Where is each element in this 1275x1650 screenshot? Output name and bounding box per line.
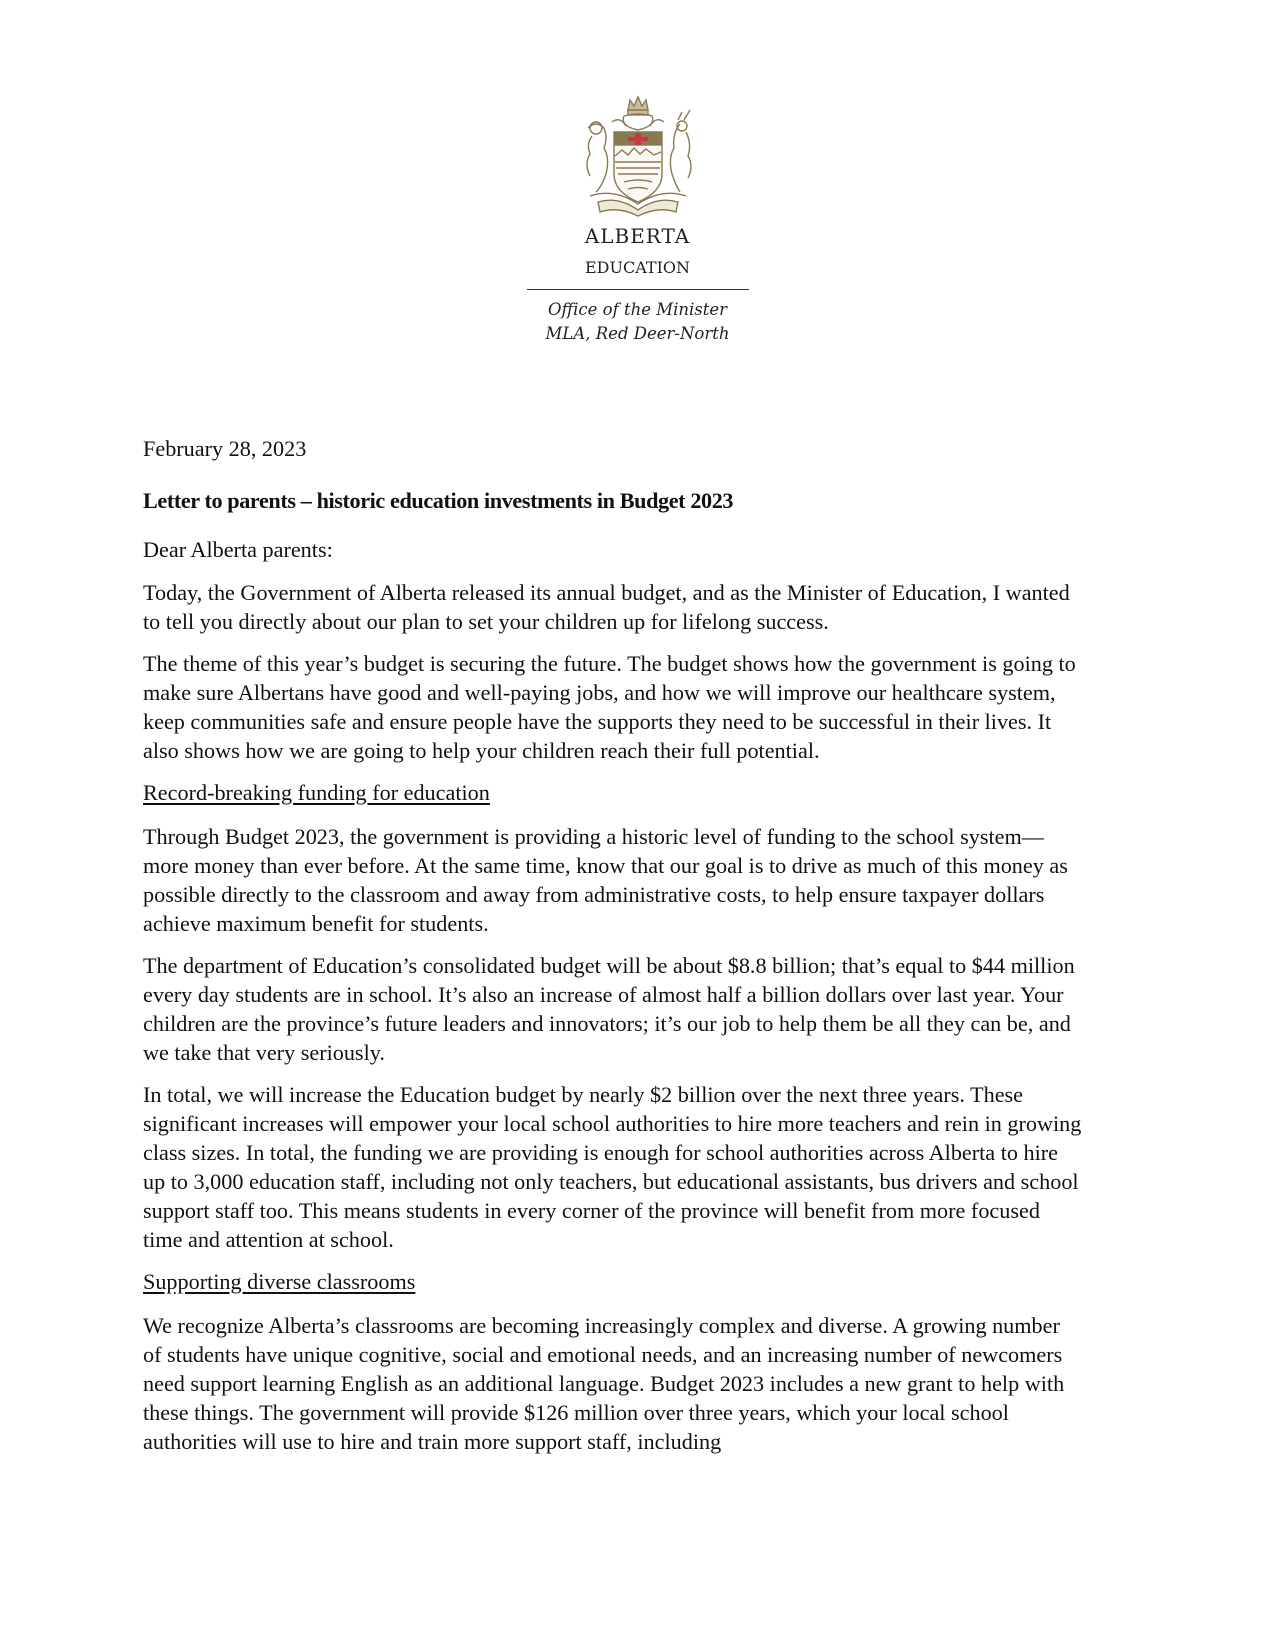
office-riding: MLA, Red Deer-North (545, 324, 730, 343)
letterhead (0, 92, 1275, 346)
letter-body (143, 434, 1083, 1469)
letterhead-divider (527, 289, 749, 290)
alberta-coat-of-arms-icon (568, 92, 708, 220)
department-name: EDUCATION (584, 258, 691, 277)
salutation: Dear Alberta parents: (143, 537, 333, 562)
section-heading: Supporting diverse classrooms (143, 1269, 416, 1294)
office-title: Office of the Minister (547, 300, 728, 319)
paragraph: We recognize Alberta’s classrooms are becoming increasingly complex and diverse. A growing number of students have unique cognitive, social and emotional needs, and an increasing number of newcomers need support learning English as an additional language. Budget 2023 includes a new grant to help with these things. The government will provide $126 million over three years, which your local school authorities will use to hire and train more support staff, including (143, 1313, 1065, 1454)
paragraph: Today, the Government of Alberta released its annual budget, and as the Minister of Education, I wanted to tell you directly about our plan to set your children up for lifelong success. (143, 580, 1070, 634)
paragraph: In total, we will increase the Education budget by nearly $2 billion over the next three years. These significant increases will empower your local school authorities to hire more teachers and rein in growing class sizes. In total, the funding we are providing is enough for school authorities across Alberta to hire up to 3,000 education staff, including not only teachers, but educational assistants, bus drivers and school support staff too. This means students in every corner of the province will benefit from more focused time and attention at school. (143, 1082, 1082, 1252)
paragraph: The department of Education’s consolidated budget will be about $8.8 billion; that’s equal to $44 million every day students are in school. It’s also an increase of almost half a billion dollars over last year. Your children are the province’s future leaders and innovators; it’s our job to help them be all they can be, and we take that very seriously. (143, 953, 1075, 1065)
letter-date: February 28, 2023 (143, 436, 307, 461)
letter-subject: Letter to parents – historic education investments in Budget 2023 (143, 488, 734, 513)
paragraph: The theme of this year’s budget is securing the future. The budget shows how the government is going to make sure Albertans have good and well-paying jobs, and how we will improve our healthcare system, keep communities safe and ensure people have the supports they need to be successful in their lives. It also shows how we are going to help your children reach their full potential. (143, 651, 1076, 763)
paragraph: Through Budget 2023, the government is providing a historic level of funding to the school system—more money than ever before. At the same time, know that our goal is to drive as much of this money as possible directly to the classroom and away from administrative costs, to help ensure taxpayer dollars achieve maximum benefit for students. (143, 824, 1068, 936)
section-heading: Record-breaking funding for education (143, 780, 490, 805)
organization-name: ALBERTA (584, 224, 691, 248)
